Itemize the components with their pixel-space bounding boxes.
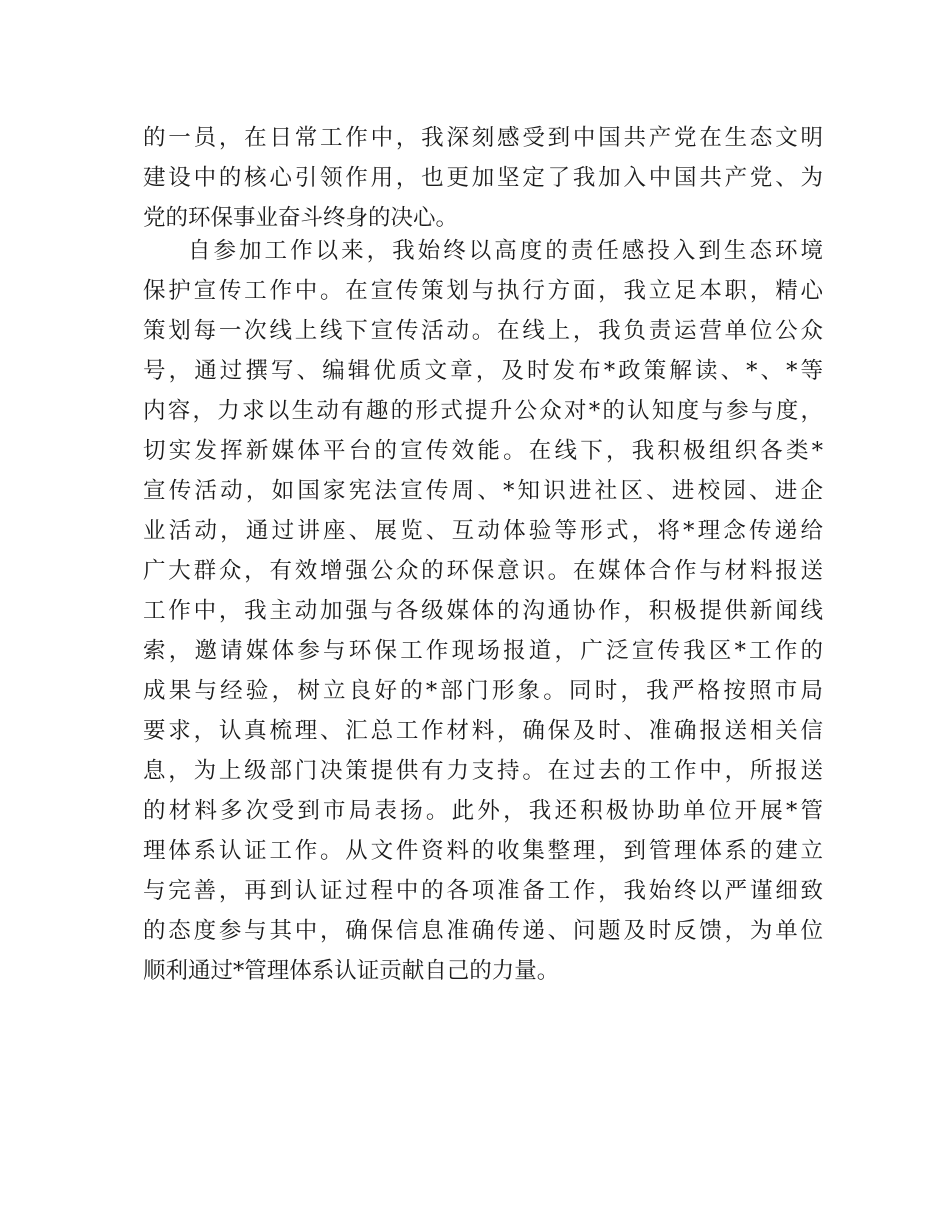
text-line: 号，通过撰写、编辑优质文章，及时发布*政策解读、*、*等 xyxy=(143,358,823,384)
text-line: 策划每一次线上线下宣传活动。在线上，我负责运营单位公众 xyxy=(143,318,823,344)
text-line: 党的环保事业奋斗终身的决心。 xyxy=(143,205,459,231)
text-line: 建设中的核心引领作用，也更加坚定了我加入中国共产党、为 xyxy=(143,165,823,191)
text-line: 的一员，在日常工作中，我深刻感受到中国共产党在生态文明 xyxy=(143,125,823,151)
paragraph-2 xyxy=(143,231,823,991)
text-line: 顺利通过*管理体系认证贡献自己的力量。 xyxy=(143,958,560,984)
text-line: 自参加工作以来，我始终以高度的责任感投入到生态环境 xyxy=(188,238,823,264)
text-line: 广大群众，有效增强公众的环保意识。在媒体合作与材料报送 xyxy=(143,558,823,584)
text-line: 保护宣传工作中。在宣传策划与执行方面，我立足本职，精心 xyxy=(143,278,823,304)
text-line: 息，为上级部门决策提供有力支持。在过去的工作中，所报送 xyxy=(143,758,823,784)
text-line: 宣传活动，如国家宪法宣传周、*知识进社区、进校园、进企 xyxy=(143,478,823,504)
text-line: 的材料多次受到市局表扬。此外，我还积极协助单位开展*管 xyxy=(143,798,823,824)
text-line: 与完善，再到认证过程中的各项准备工作，我始终以严谨细致 xyxy=(143,878,823,904)
text-line: 的态度参与其中，确保信息准确传递、问题及时反馈，为单位 xyxy=(143,918,823,944)
text-line: 索，邀请媒体参与环保工作现场报道，广泛宣传我区*工作的 xyxy=(143,638,823,664)
paragraph-1 xyxy=(143,118,823,238)
text-line: 成果与经验，树立良好的*部门形象。同时，我严格按照市局 xyxy=(143,678,823,704)
text-line: 要求，认真梳理、汇总工作材料，确保及时、准确报送相关信 xyxy=(143,718,823,744)
text-line: 工作中，我主动加强与各级媒体的沟通协作，积极提供新闻线 xyxy=(143,598,823,624)
text-line: 业活动，通过讲座、展览、互动体验等形式，将*理念传递给 xyxy=(143,518,823,544)
text-line: 理体系认证工作。从文件资料的收集整理，到管理体系的建立 xyxy=(143,838,823,864)
text-line: 内容，力求以生动有趣的形式提升公众对*的认知度与参与度， xyxy=(143,398,823,424)
text-line: 切实发挥新媒体平台的宣传效能。在线下，我积极组织各类* xyxy=(143,438,823,464)
